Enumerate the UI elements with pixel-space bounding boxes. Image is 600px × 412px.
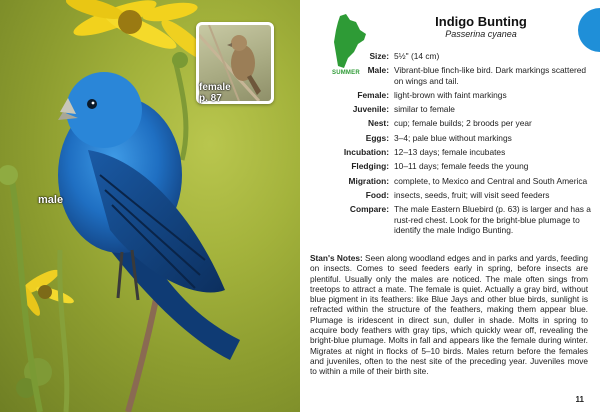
fact-key: Juvenile: [352,104,389,115]
fact-row [310,147,594,157]
section-tab [578,8,600,52]
male-label: male [38,194,64,206]
fact-row [310,161,594,171]
fact-row [310,204,594,235]
species-title: Indigo Bunting [435,14,527,29]
fact-key: Incubation: [343,147,389,158]
fact-value: similar to female [394,104,455,115]
fact-list [310,51,594,239]
fact-value: Vibrant-blue finch-like bird. Dark markings scattered on wings and tail. [394,65,587,86]
fact-value: insects, seeds, fruit; will visit seed feeders [394,189,550,200]
fact-key: Migration: [348,175,389,186]
fact-key: Female: [357,89,389,100]
page-number: 11 [575,395,584,404]
fact-row [310,118,594,128]
fact-value: 5½" (14 cm) [394,51,440,61]
notes-text: Seen along woodland edges and in parks and yards, feeding on insects. Comes to seed feeders early in spring, before insects are plentiful. Usually only the males are noticed. The male often sings from treetops to attract a mate. The female is quiet. Actually a gray bird, without blue pigment in its feathers: like Blue Jays and other blue birds, sunlight is refracted within the structure of the feathers, making them appear blue. Plumage is iridescent in direct sun, duller in shade. Molts in spring to acquire body feathers with gray tips, which quickly wear off, revealing the bright-blue plumage. Molts in fall and appears like the female during winter. Migrates at night in flocks of 5–10 birds. Males return before the females and juveniles, often to the nest site of the preceding year. Juveniles move to within a mile of their birth site. [310,253,589,377]
fact-value: 3–4; pale blue without markings [394,132,512,143]
fact-row [310,51,594,61]
female-label: female p. 87 [199,82,231,104]
fact-value: 10–11 days; female feeds the young [394,161,529,172]
fact-row [310,176,594,186]
fact-key: Eggs: [365,132,389,143]
fact-key: Size: [369,51,389,61]
fact-key: Compare: [349,204,389,215]
fact-key: Male: [367,65,389,76]
fact-value: cup; female builds; 2 broods per year [394,118,532,129]
fact-value: complete, to Mexico and Central and South America [394,175,588,186]
fact-row [310,104,594,114]
season-label: SUMMER [332,70,360,76]
fact-value: light-brown with faint markings [394,89,507,100]
flower-top [64,0,213,65]
fact-row [310,133,594,143]
fact-value: The male Eastern Bluebird (p. 63) is larger and has a rust-red chest. Look for the bright-blue plumage to identify the male Indigo Bunting. [394,204,591,235]
fact-row [310,190,594,200]
fact-row [310,90,594,100]
fact-key: Fledging: [351,161,389,172]
fact-key: Nest: [368,118,389,129]
stans-notes [310,253,588,377]
fact-key: Food: [365,189,389,200]
fact-value: 12–13 days; female incubates [394,147,506,158]
fact-row [310,65,594,86]
notes-label: Stan's Notes: [310,253,363,263]
scientific-name: Passerina cyanea [445,29,517,39]
male-indigo-bunting [58,72,240,360]
text-page [300,0,600,412]
